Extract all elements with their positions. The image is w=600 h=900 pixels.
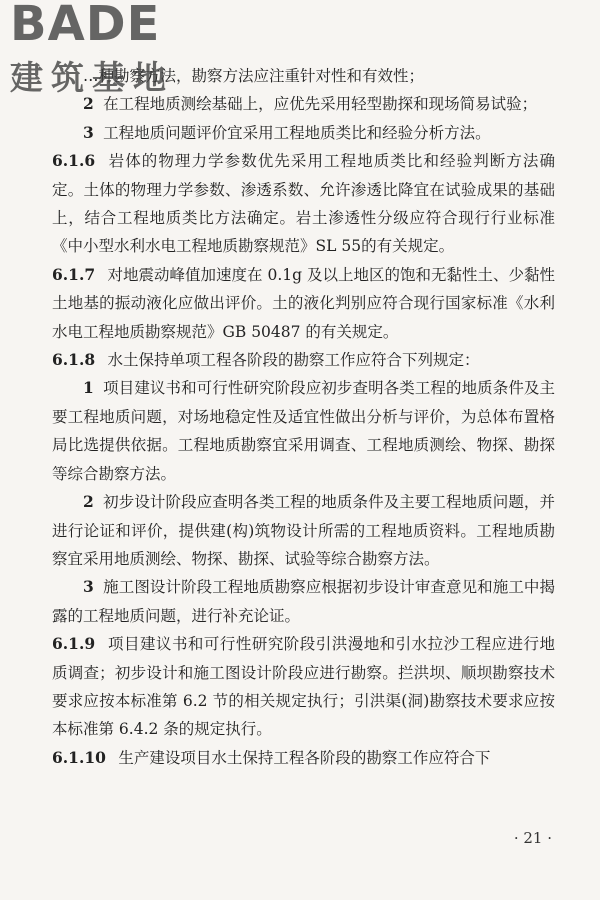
clause	[52, 261, 555, 346]
clause	[52, 346, 555, 374]
paragraph-text: …种勘察方法，勘察方法应注重针对性和有效性；	[83, 67, 425, 85]
item-text: 项目建议书和可行性研究阶段应初步查明各类工程的地质条件及主要工程地质问题，对场地稳定性及适宜性做出分析与评价，为总体布置格局比选提供依据。工程地质勘察宜采用调查、工程地质测绘、物探、勘探等综合勘察方法。	[52, 379, 555, 483]
clause-text: 岩体的物理力学参数优先采用工程地质类比和经验判断方法确定。土体的物理力学参数、渗透系数、允许渗透比降宜在试验成果的基础上，结合工程地质类比方法确定。岩土渗透性分级应符合现行行业标准《中小型水利水电工程地质勘察规范》SL 55的有关规定。	[52, 152, 555, 256]
clause	[52, 147, 555, 261]
logo-chinese-text: 建筑基地	[10, 58, 174, 97]
clause-number: 6.1.10	[52, 747, 106, 767]
clause-text: 水土保持单项工程各阶段的勘察工作应符合下列规定：	[107, 351, 480, 370]
clause	[52, 630, 555, 744]
clause-number: 6.1.6	[52, 151, 96, 171]
list-item	[52, 488, 555, 573]
clause-number: 6.1.9	[52, 634, 96, 654]
clause-text: 对地震动峰值加速度在 0.1g 及以上地区的饱和无黏性土、少黏性土地基的振动液化应做出评价。土的液化判别应符合现行国家标准《水利水电工程地质勘察规范》GB 50487 的有关规定。	[52, 265, 555, 341]
clause-number: 6.1.7	[52, 264, 96, 284]
list-item	[52, 374, 555, 488]
list-item	[52, 119, 555, 147]
clause	[52, 744, 555, 772]
item-number: 2	[83, 492, 94, 512]
item-text: 在工程地质测绘基础上，应优先采用轻型勘探和现场简易试验；	[103, 95, 538, 114]
item-text: 工程地质问题评价宜采用工程地质类比和经验分析方法。	[103, 123, 491, 142]
item-text: 初步设计阶段应查明各类工程的地质条件及主要工程地质问题，并进行论证和评价，提供建(构)筑物设计所需的工程地质资料。工程地质勘察宜采用地质测绘、物探、勘探、试验等综合勘察方法。	[52, 493, 555, 568]
list-item	[52, 573, 555, 630]
document-body	[52, 62, 555, 772]
clause-text: 生产建设项目水土保持工程各阶段的勘察工作应符合下	[118, 748, 491, 767]
item-text: 施工图设计阶段工程地质勘察应根据初步设计审查意见和施工中揭露的工程地质问题，进行补充论证。	[52, 578, 555, 625]
item-number: 3	[83, 122, 94, 142]
item-number: 2	[83, 94, 94, 114]
item-number: 3	[83, 577, 94, 597]
item-number: 1	[83, 378, 94, 398]
clause-text: 项目建议书和可行性研究阶段引洪漫地和引水拉沙工程应进行地质调查；初步设计和施工图设计阶段应进行勘察。拦洪坝、顺坝勘察技术要求应按本标准第 6.2 节的相关规定执行；引洪渠(洞)勘察技术要求应按本标准第 6.4.2 条的规定执行。	[52, 635, 555, 739]
page-number: · 21 ·	[513, 829, 552, 847]
watermark-logo	[4, 0, 179, 95]
logo-latin-text: BADE	[10, 0, 161, 52]
clause-number: 6.1.8	[52, 350, 96, 370]
